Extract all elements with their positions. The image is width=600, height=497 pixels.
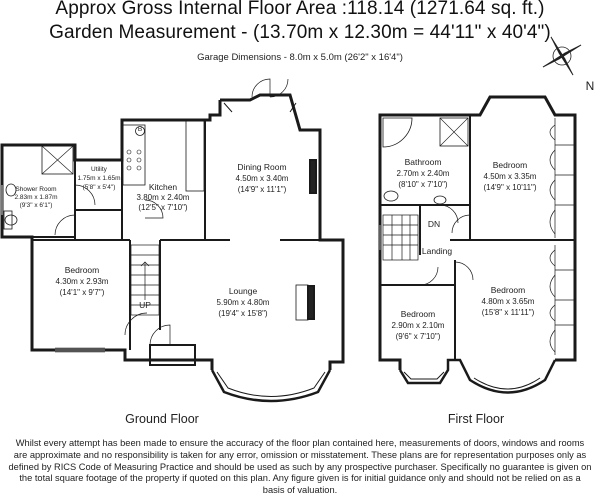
ground-bedroom-metric: 4.30m x 2.93m xyxy=(55,277,109,286)
back-bedroom-imperial: (14'9" x 10'11") xyxy=(483,183,537,192)
kitchen-metric: 3.80m x 2.40m xyxy=(136,193,190,202)
small-bedroom-metric: 2.90m x 2.10m xyxy=(391,321,445,330)
boiler-label: B xyxy=(137,126,143,133)
shower-room-imperial: (9'3" x 6'1") xyxy=(19,202,53,209)
front-bedroom-imperial: (15'8" x 11'11") xyxy=(481,308,535,317)
dining-room-name: Dining Room xyxy=(237,162,287,172)
shower-room-metric: 2.83m x 1.87m xyxy=(14,194,58,201)
dining-room-metric: 4.50m x 3.40m xyxy=(235,174,289,183)
stairs-down-label: DN xyxy=(427,219,441,229)
back-bedroom-metric: 4.50m x 3.35m xyxy=(483,172,537,181)
ground-bedroom-imperial: (14'1" x 9'7") xyxy=(59,288,105,297)
front-bedroom-name: Bedroom xyxy=(490,285,526,295)
compass-rose-icon xyxy=(543,37,581,75)
garden-measurement-title: Garden Measurement - (13.70m x 12.30m = 44'11" x 40'4") xyxy=(49,22,551,43)
stairs-up-label: UP xyxy=(139,300,151,310)
garage-dimensions: Garage Dimensions - 8.0m x 5.0m (26'2" x 16'4") xyxy=(197,52,403,63)
utility-imperial: (5'8" x 5'4") xyxy=(82,184,116,191)
bathroom-metric: 2.70m x 2.40m xyxy=(396,169,450,178)
front-bedroom-metric: 4.80m x 3.65m xyxy=(481,297,535,306)
lounge-name: Lounge xyxy=(228,286,258,296)
ground-bedroom-name: Bedroom xyxy=(64,265,100,275)
dining-room-imperial: (14'9" x 11'1") xyxy=(237,185,287,194)
ground-floor-walls xyxy=(2,79,343,401)
landing-name: Landing xyxy=(421,246,453,256)
bathroom-imperial: (8'10" x 7'10") xyxy=(398,180,448,189)
compass-north-label: N xyxy=(585,79,595,93)
small-bedroom-name: Bedroom xyxy=(400,309,436,319)
small-bedroom-imperial: (9'6" x 7'10") xyxy=(395,332,441,341)
kitchen-name: Kitchen xyxy=(148,182,178,192)
lounge-metric: 5.90m x 4.80m xyxy=(216,298,270,307)
ground-floor-label: Ground Floor xyxy=(125,412,199,426)
floor-area-title: Approx Gross Internal Floor Area :118.14 (1271.64 sq. ft.) xyxy=(55,0,545,19)
shower-room-name: Shower Room xyxy=(15,186,57,193)
back-bedroom-name: Bedroom xyxy=(492,160,528,170)
first-floor-label: First Floor xyxy=(447,412,505,426)
utility-metric: 1.75m x 1.65m xyxy=(77,175,121,182)
first-floor-walls xyxy=(380,97,575,393)
kitchen-imperial: (12'5" x 7'10") xyxy=(138,203,188,212)
utility-name: Utility xyxy=(91,166,107,173)
lounge-imperial: (19'4" x 15'8") xyxy=(218,309,268,318)
disclaimer-text: Whilst every attempt has been made to ensure the accuracy of the floor plan contained here, measurements of doors, windows and rooms are approximate and no responsibility is taken for any error, omission or misstatement. These plans are for representation purposes only as defined by RICS Code of Measuring Practice and should be used as such by any prospective purchaser. Specifically no guarantee is given on the total square footage of the property if quoted on this plan. Any figure given is for initial guidance only and should not be relied on as a basis of valuation. xyxy=(8,438,592,496)
bathroom-name: Bathroom xyxy=(404,157,442,167)
